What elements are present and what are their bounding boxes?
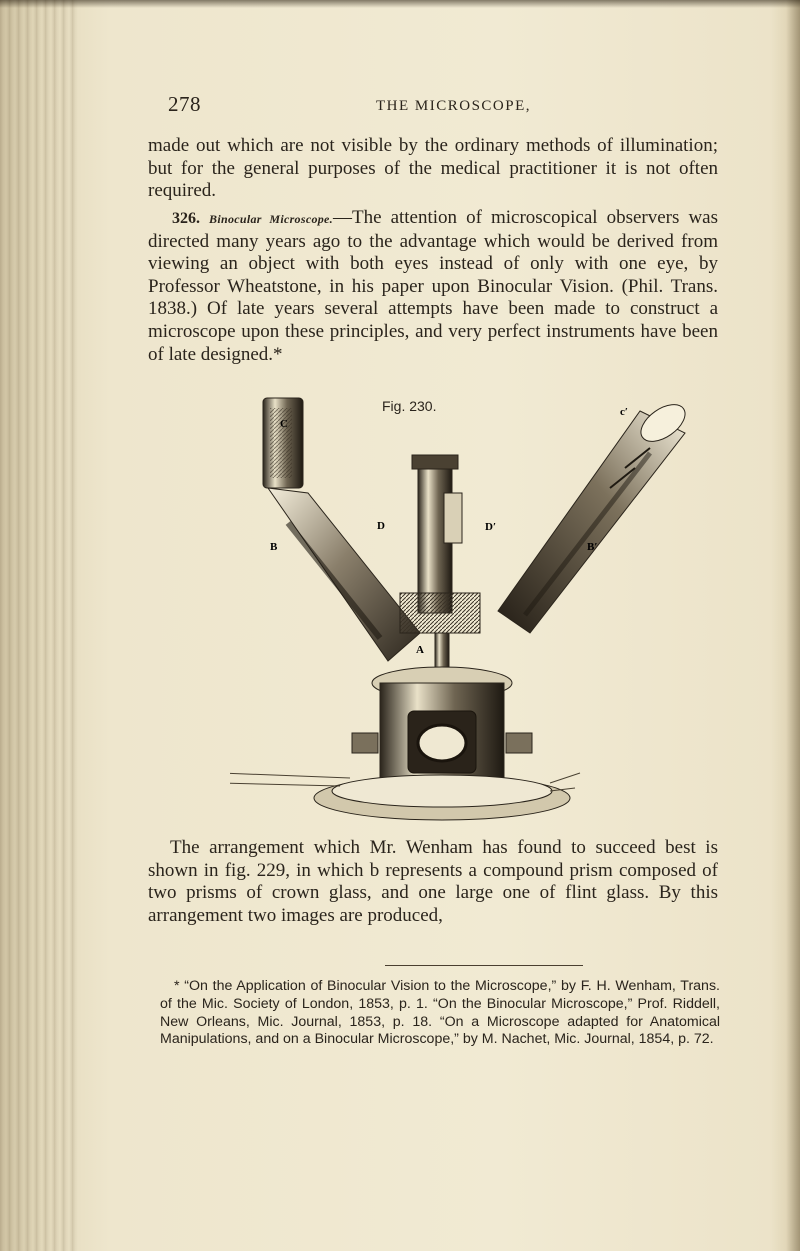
page-edge-shadow	[786, 0, 800, 1251]
running-title: THE MICROSCOPE,	[376, 98, 532, 114]
paragraph-text: The arrangement which Mr. Wenham has found to succeed best is shown in fig. 229, in which b represents a compound prism composed of two prisms of crown glass, and one large one of flint glass. By this arrangement two images are produced,	[148, 837, 718, 926]
section-text: —The attention of microscopical observers was directed many years ago to the advantage which would be derived from viewing an object with both eyes instead of only with one eye, by Professor Wheatstone, in his paper upon Binocular Vision. (Phil. Trans. 1838.) Of late years several attempts have been made to construct a microscope upon these principles, and very perfect instruments have been of late designed.*	[148, 207, 718, 365]
page-number: 278	[168, 92, 201, 116]
binocular-microscope-illustration	[230, 393, 710, 833]
label-a: A	[416, 644, 424, 656]
figure-caption: Fig. 230.	[382, 398, 437, 414]
section-number: 326.	[172, 210, 200, 227]
section-heading: Binocular Microscope.	[209, 212, 333, 226]
paragraph-continued	[148, 135, 718, 203]
paragraph-text: made out which are not visible by the ordinary methods of illumination; but for the general purposes of the medical practitioner it is not often required.	[148, 135, 718, 202]
label-c: C	[280, 418, 288, 430]
paragraph-wenham	[148, 837, 718, 927]
right-eyepiece-tube	[498, 397, 692, 633]
page-top-edge	[0, 0, 800, 8]
footnote-divider	[385, 965, 583, 966]
label-c-prime: c′	[620, 406, 628, 418]
footnote-text: * “On the Application of Binocular Vision to the Microscope,” by F. H. Wenham, Trans. of the Mic. Society of London, 1853, p. 1. “On the Binocular Microscope,” Prof. Riddell, New Orleans, Mic. Journal, 1853, p. 18. “On a Microscope adapted for Anatomical Manipulations, and on a Binocular Microscope,” by M. Nachet, Mic. Journal, 1854, p. 72.	[160, 978, 720, 1048]
section-paragraph	[148, 207, 718, 366]
book-binding-edge	[0, 0, 78, 1251]
running-header	[168, 92, 688, 122]
label-d: D	[377, 520, 385, 532]
footnote	[160, 978, 720, 1049]
left-eyepiece-tube	[263, 398, 420, 661]
stage-and-body	[230, 667, 580, 820]
label-d-prime: D′	[485, 521, 497, 533]
label-b-prime: B′	[587, 541, 598, 553]
label-b: B	[270, 541, 278, 553]
